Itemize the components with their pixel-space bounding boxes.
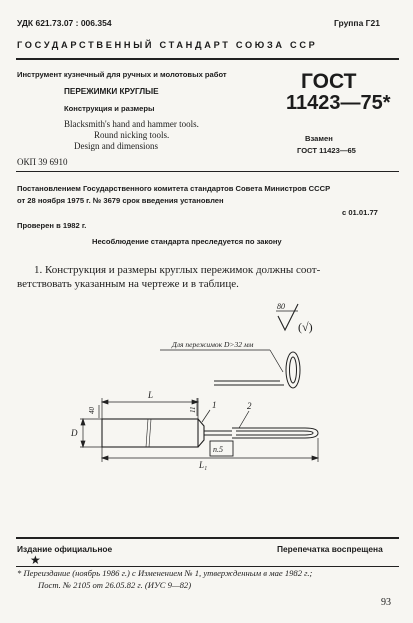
english-title-line-1: Blacksmith's hand and hammer tools. bbox=[64, 119, 199, 129]
gost-number: 11423—75* bbox=[286, 92, 391, 114]
footer-rule bbox=[16, 566, 399, 567]
penalty-note: Несоблюдение стандарта преследуется по закону bbox=[92, 237, 282, 246]
dim-L-line bbox=[102, 398, 198, 420]
clause-1-line-1: 1. Конструкция и размеры круглых пережимок должны соот- bbox=[34, 264, 321, 276]
handle-rod bbox=[204, 428, 318, 438]
callout-1-leader bbox=[202, 410, 210, 422]
product-name: ПЕРЕЖИМКИ КРУГЛЫЕ bbox=[64, 87, 159, 96]
english-title-line-3: Design and dimensions bbox=[74, 141, 158, 151]
tool-body bbox=[102, 419, 204, 447]
dim-D-label: D bbox=[71, 428, 78, 438]
okp-code: ОКП 39 6910 bbox=[17, 157, 68, 167]
dim-L1-label: L₁ bbox=[199, 460, 208, 470]
product-subtitle: Конструкция и размеры bbox=[64, 104, 155, 113]
handle-note-leader bbox=[270, 350, 283, 372]
section-label: п.5 bbox=[213, 445, 223, 454]
page-number: 93 bbox=[381, 597, 391, 608]
star-mark: ★ bbox=[30, 553, 41, 567]
effective-date: с 01.01.77 bbox=[342, 208, 378, 217]
replaces-label: Взамен bbox=[305, 134, 333, 143]
callout-2: 2 bbox=[247, 401, 252, 411]
roughness-paren: (√) bbox=[298, 320, 313, 334]
dim-L-label: L bbox=[148, 390, 154, 400]
tool-category: Инструмент кузнечный для ручных и молотовых работ bbox=[17, 70, 227, 79]
callout-2-leader bbox=[239, 411, 249, 428]
checked-note: Проверен в 1982 г. bbox=[17, 221, 87, 230]
handle-loop-view bbox=[214, 352, 300, 388]
udk-code: УДК 621.73.07 : 006.354 bbox=[17, 18, 112, 28]
dim-11-label: 11 bbox=[189, 406, 197, 413]
reprint-prohibited: Перепечатка воспрещена bbox=[277, 544, 383, 554]
replaces-value: ГОСТ 11423—65 bbox=[297, 146, 356, 155]
dim-D-line bbox=[80, 419, 102, 447]
gost-label: ГОСТ bbox=[301, 70, 357, 93]
callout-1: 1 bbox=[212, 400, 217, 410]
group-code: Группа Г21 bbox=[334, 18, 380, 28]
roughness-value: 80 bbox=[277, 302, 285, 311]
reissue-note-line-2: Пост. № 2105 от 26.05.82 г. (ИУС 9—82) bbox=[38, 580, 192, 590]
decree-line-1: Постановлением Государственного комитета стандартов Совета Министров СССР bbox=[17, 184, 331, 193]
dim-40-label: 40 bbox=[88, 407, 96, 414]
english-title-line-2: Round nicking tools. bbox=[94, 130, 170, 140]
handle-note: Для пережимок D>32 мм bbox=[172, 340, 254, 349]
reissue-note-line-1: * Переиздание (ноябрь 1986 г.) с Изменением № 1, утвержденным в мае 1982 г.; bbox=[17, 568, 313, 578]
decree-line-2: от 28 ноября 1975 г. № 3679 срок введения установлен bbox=[17, 196, 224, 205]
standard-banner: ГОСУДАРСТВЕННЫЙ СТАНДАРТ СОЮЗА ССР bbox=[17, 40, 318, 50]
official-edition: Издание официальное bbox=[17, 544, 113, 554]
clause-1-line-2: ветствовать указанным на чертеже и в таблице. bbox=[17, 278, 239, 290]
